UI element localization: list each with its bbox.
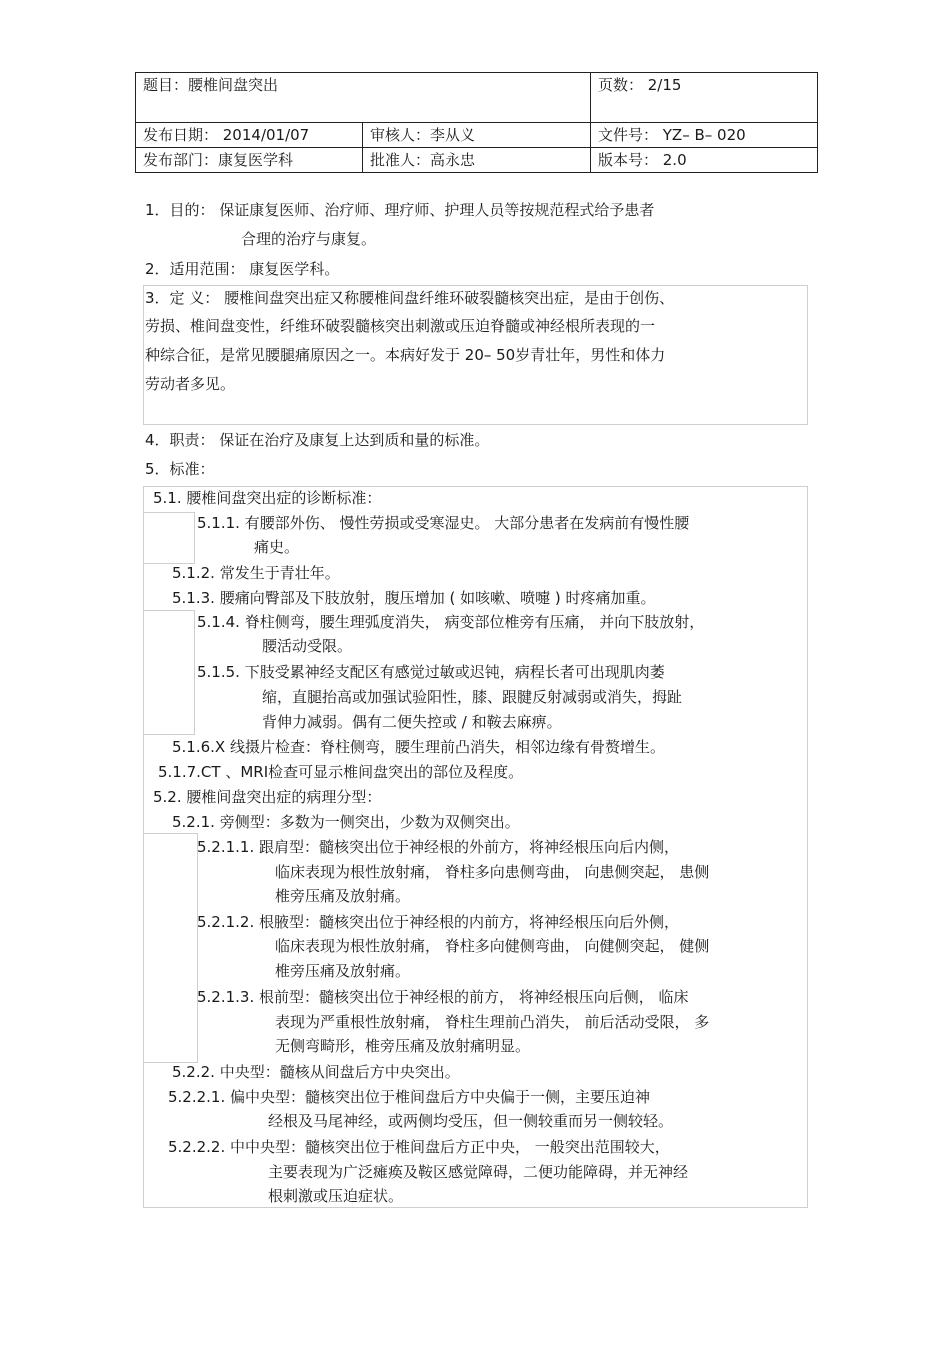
department: 发布部门：康复医学科 bbox=[136, 148, 363, 173]
approver: 批准人：高永忠 bbox=[363, 148, 591, 173]
item-5-2-2-1-line-1: 5.2.2.1. 偏中央型：髓核突出位于椎间盘后方中央偏于一侧，主要压迫神 bbox=[168, 1088, 651, 1106]
item-5-2-1-2-line-2: 临床表现为根性放射痛， 脊柱多向健侧弯曲， 向健侧突起， 健侧 bbox=[275, 937, 710, 955]
definition-line-2: 劳损、椎间盘变性，纤维环破裂髓核突出刺激或压迫脊髓或神经根所表现的一 bbox=[145, 317, 656, 335]
item-5-2-1: 5.2.1. 旁侧型：多数为一侧突出，少数为双侧突出。 bbox=[172, 813, 520, 831]
item-5-2-1-1-line-3: 椎旁压痛及放射痛。 bbox=[275, 887, 411, 905]
section-5-1-heading: 5.1. 腰椎间盘突出症的诊断标准： bbox=[153, 489, 382, 507]
version: 版本号： 2.0 bbox=[591, 148, 818, 173]
item-5-2-1-2-line-1: 5.2.1.2. 根腋型：髓核突出位于神经根的内前方，将神经根压向后外侧， bbox=[197, 913, 680, 931]
item-5-2-1-3-line-2: 表现为严重根性放射痛， 脊柱生理前凸消失， 前后活动受限， 多 bbox=[275, 1013, 710, 1031]
subsection-box bbox=[143, 512, 195, 564]
item-5-1-2: 5.1.2. 常发生于青壮年。 bbox=[172, 564, 340, 582]
purpose-line-2: 合理的治疗与康复。 bbox=[241, 230, 377, 248]
item-5-2-2-2-line-1: 5.2.2.2. 中中央型：髓核突出位于椎间盘后方正中央， 一般突出范围较大， bbox=[168, 1138, 670, 1156]
document-header-table bbox=[135, 72, 818, 173]
section-5-2-heading: 5.2. 腰椎间盘突出症的病理分型： bbox=[153, 788, 382, 806]
item-5-1-5-line-3: 背伸力减弱。偶有二便失控或 / 和鞍去麻痹。 bbox=[262, 713, 562, 731]
item-5-2-2-1-line-2: 经根及马尾神经，或两侧均受压，但一侧较重而另一侧较轻。 bbox=[268, 1112, 674, 1130]
reviewer: 审核人：李从义 bbox=[363, 123, 591, 148]
file-number: 文件号： YZ– B– 020 bbox=[591, 123, 818, 148]
item-5-2-2: 5.2.2. 中央型：髓核从间盘后方中央突出。 bbox=[172, 1063, 460, 1081]
doc-title: 题目：腰椎间盘突出 bbox=[136, 73, 591, 123]
item-5-2-1-1-line-1: 5.2.1.1. 跟肩型：髓核突出位于神经根的外前方，将神经根压向后内侧， bbox=[197, 838, 680, 856]
item-5-1-5-line-2: 缩，直腿抬高或加强试验阳性，膝、跟腱反射减弱或消失，拇趾 bbox=[262, 688, 683, 706]
purpose-line-1: 1．目的： 保证康复医师、治疗师、理疗师、护理人员等按规范程式给予患者 bbox=[145, 201, 655, 219]
item-5-2-2-2-line-2: 主要表现为广泛瘫痪及鞍区感觉障碍，二便功能障碍，并无神经 bbox=[268, 1163, 689, 1181]
item-5-1-1-line-1: 5.1.1. 有腰部外伤、 慢性劳损或受寒湿史。 大部分患者在发病前有慢性腰 bbox=[197, 514, 690, 532]
item-5-1-4-line-2: 腰活动受限。 bbox=[262, 637, 353, 655]
item-5-1-7: 5.1.7.CT 、MRI检查可显示椎间盘突出的部位及程度。 bbox=[158, 763, 524, 781]
item-5-1-5-line-1: 5.1.5. 下肢受累神经支配区有感觉过敏或迟钝，病程长者可出现肌肉萎 bbox=[197, 663, 665, 681]
item-5-1-6: 5.1.6.X 线摄片检查：脊柱侧弯，腰生理前凸消失，相邻边缘有骨赘增生。 bbox=[172, 738, 665, 756]
item-5-1-3: 5.1.3. 腰痛向臀部及下肢放射，腹压增加 ( 如咳嗽、喷嚏 ) 时疼痛加重。 bbox=[172, 589, 656, 607]
page-count: 页数： 2/15 bbox=[591, 73, 818, 123]
definition-line-4: 劳动者多见。 bbox=[145, 375, 236, 393]
standard-heading: 5．标准： bbox=[145, 460, 215, 478]
subsection-box-3 bbox=[143, 833, 198, 1063]
item-5-2-1-3-line-1: 5.2.1.3. 根前型：髓核突出位于神经根的前方， 将神经根压向后侧， 临床 bbox=[197, 988, 689, 1006]
item-5-2-1-3-line-3: 无侧弯畸形，椎旁压痛及放射痛明显。 bbox=[275, 1037, 531, 1055]
definition-line-1: 3．定 义： 腰椎间盘突出症又称腰椎间盘纤维环破裂髓核突出症，是由于创伤、 bbox=[145, 289, 675, 307]
release-date: 发布日期： 2014/01/07 bbox=[136, 123, 363, 148]
subsection-box-2 bbox=[143, 610, 195, 735]
item-5-2-1-1-line-2: 临床表现为根性放射痛， 脊柱多向患侧弯曲， 向患侧突起， 患侧 bbox=[275, 863, 710, 881]
item-5-2-1-2-line-3: 椎旁压痛及放射痛。 bbox=[275, 962, 411, 980]
definition-line-3: 种综合征，是常见腰腿痛原因之一。本病好发于 20– 50岁青壮年，男性和体力 bbox=[145, 346, 666, 364]
item-5-1-4-line-1: 5.1.4. 脊柱侧弯，腰生理弧度消失， 病变部位椎旁有压痛， 并向下肢放射， bbox=[197, 613, 705, 631]
duty-line: 4．职责： 保证在治疗及康复上达到质和量的标准。 bbox=[145, 431, 490, 449]
scope-line: 2．适用范围： 康复医学科。 bbox=[145, 260, 340, 278]
item-5-2-2-2-line-3: 根刺激或压迫症状。 bbox=[268, 1187, 404, 1205]
item-5-1-1-line-2: 痛史。 bbox=[254, 538, 300, 556]
